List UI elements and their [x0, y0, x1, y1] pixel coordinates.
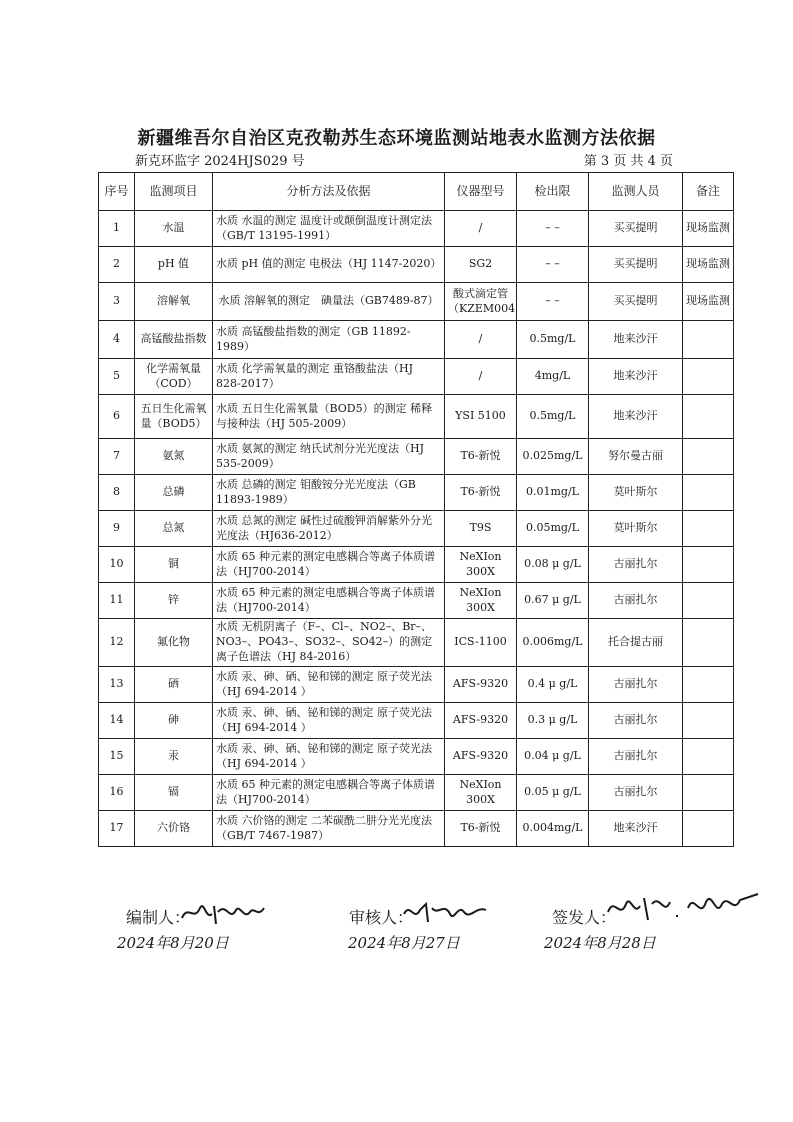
cell-method: 水质 汞、砷、硒、铋和锑的测定 原子荧光法（HJ 694-2014 ）	[213, 667, 445, 703]
cell-method: 水质 65 种元素的测定电感耦合等离子体质谱法（HJ700-2014）	[213, 775, 445, 811]
cell-limit: 0.5mg/L	[517, 321, 589, 359]
cell-no: 9	[99, 511, 135, 547]
cell-no: 8	[99, 475, 135, 511]
cell-limit: 0.08 μ g/L	[517, 547, 589, 583]
cell-no: 1	[99, 211, 135, 247]
cell-no: 10	[99, 547, 135, 583]
cell-no: 5	[99, 359, 135, 395]
cell-note	[683, 547, 734, 583]
cell-item: 总磷	[135, 475, 213, 511]
cell-item: 六价铬	[135, 811, 213, 847]
cell-staff: 托合提古丽	[589, 619, 683, 667]
methods-table	[98, 172, 734, 847]
cell-no: 12	[99, 619, 135, 667]
cell-staff: 古丽扎尔	[589, 667, 683, 703]
table-row	[99, 811, 734, 847]
cell-item: 镉	[135, 775, 213, 811]
cell-staff: 古丽扎尔	[589, 775, 683, 811]
table-row	[99, 359, 734, 395]
cell-note	[683, 775, 734, 811]
col-header-note: 备注	[683, 173, 734, 211]
cell-staff: 莫叶斯尔	[589, 475, 683, 511]
cell-staff: 地来沙汗	[589, 359, 683, 395]
cell-staff: 古丽扎尔	[589, 739, 683, 775]
cell-staff: 地来沙汗	[589, 321, 683, 359]
cell-limit: 0.025mg/L	[517, 439, 589, 475]
table-row	[99, 475, 734, 511]
cell-method: 水质 汞、砷、硒、铋和锑的测定 原子荧光法（HJ 694-2014 ）	[213, 703, 445, 739]
cell-note	[683, 321, 734, 359]
cell-item: 铜	[135, 547, 213, 583]
cell-staff: 买买提明	[589, 247, 683, 283]
cell-note	[683, 439, 734, 475]
cell-method: 水质 总磷的测定 钼酸铵分光光度法（GB 11893-1989）	[213, 475, 445, 511]
cell-limit: 0.01mg/L	[517, 475, 589, 511]
cell-limit: 0.04 μ g/L	[517, 739, 589, 775]
table-row	[99, 667, 734, 703]
table-row	[99, 775, 734, 811]
cell-note	[683, 739, 734, 775]
cell-method: 水质 总氮的测定 碱性过硫酸钾消解紫外分光光度法（HJ636-2012）	[213, 511, 445, 547]
cell-instrument: NeXIon 300X	[445, 547, 517, 583]
table-row	[99, 739, 734, 775]
cell-instrument: ICS-1100	[445, 619, 517, 667]
document-number: 新克环监字 2024HJS029 号	[135, 154, 305, 169]
issuer-label: 签发人：	[552, 908, 617, 927]
cell-method: 水质 65 种元素的测定电感耦合等离子体质谱法（HJ700-2014）	[213, 583, 445, 619]
cell-limit: 0.05 μ g/L	[517, 775, 589, 811]
reviewer-label: 审核人：	[349, 908, 414, 927]
cell-no: 14	[99, 703, 135, 739]
cell-instrument: T6-新悦	[445, 439, 517, 475]
document-title: 新疆维吾尔自治区克孜勒苏生态环境监测站地表水监测方法依据	[137, 128, 656, 149]
col-header-limit: 检出限	[517, 173, 589, 211]
cell-method: 水质 化学需氧量的测定 重铬酸盐法（HJ 828-2017）	[213, 359, 445, 395]
cell-limit: – –	[517, 211, 589, 247]
cell-method: 水质 水温的测定 温度计或颠倒温度计测定法（GB/T 13195-1991）	[213, 211, 445, 247]
reviewer-signature	[400, 896, 490, 930]
table-row	[99, 703, 734, 739]
cell-staff: 买买提明	[589, 211, 683, 247]
cell-instrument: /	[445, 321, 517, 359]
cell-no: 17	[99, 811, 135, 847]
cell-item: pH 值	[135, 247, 213, 283]
cell-no: 11	[99, 583, 135, 619]
cell-method: 水质 六价铬的测定 二苯碳酰二肼分光光度法（GB/T 7467-1987）	[213, 811, 445, 847]
cell-item: 氟化物	[135, 619, 213, 667]
table-row	[99, 439, 734, 475]
cell-item: 高锰酸盐指数	[135, 321, 213, 359]
issuer-signature	[604, 886, 764, 930]
cell-note	[683, 511, 734, 547]
cell-method: 水质 高锰酸盐指数的测定（GB 11892-1989）	[213, 321, 445, 359]
table-row	[99, 321, 734, 359]
col-header-instrument: 仪器型号	[445, 173, 517, 211]
reviewer-date: 2024年8月27日	[348, 934, 460, 952]
cell-note: 现场监测	[683, 211, 734, 247]
cell-note	[683, 811, 734, 847]
cell-note	[683, 703, 734, 739]
cell-limit: 0.004mg/L	[517, 811, 589, 847]
cell-item: 溶解氧	[135, 283, 213, 321]
col-header-method: 分析方法及依据	[213, 173, 445, 211]
cell-limit: 4mg/L	[517, 359, 589, 395]
cell-no: 4	[99, 321, 135, 359]
cell-note	[683, 619, 734, 667]
cell-no: 6	[99, 395, 135, 439]
cell-limit: 0.4 μ g/L	[517, 667, 589, 703]
table-row	[99, 547, 734, 583]
cell-method: 水质 五日生化需氧量（BOD5）的测定 稀释与接种法（HJ 505-2009）	[213, 395, 445, 439]
cell-staff: 努尔曼古丽	[589, 439, 683, 475]
issuer-date: 2024年8月28日	[544, 934, 656, 952]
cell-no: 3	[99, 283, 135, 321]
cell-instrument: /	[445, 211, 517, 247]
cell-no: 2	[99, 247, 135, 283]
col-header-staff: 监测人员	[589, 173, 683, 211]
cell-note: 现场监测	[683, 247, 734, 283]
cell-staff: 古丽扎尔	[589, 583, 683, 619]
cell-method: 水质 pH 值的测定 电极法（HJ 1147-2020）	[213, 247, 445, 283]
table-row	[99, 619, 734, 667]
cell-item: 硒	[135, 667, 213, 703]
cell-instrument: AFS-9320	[445, 667, 517, 703]
cell-no: 16	[99, 775, 135, 811]
page-number: 第 3 页 共 4 页	[583, 154, 673, 169]
cell-no: 7	[99, 439, 135, 475]
cell-method: 水质 汞、砷、硒、铋和锑的测定 原子荧光法（HJ 694-2014 ）	[213, 739, 445, 775]
table-row	[99, 395, 734, 439]
cell-instrument: NeXIon 300X	[445, 775, 517, 811]
cell-limit: 0.05mg/L	[517, 511, 589, 547]
cell-method: 水质 溶解氧的测定 碘量法（GB7489-87）	[213, 283, 445, 321]
cell-staff: 买买提明	[589, 283, 683, 321]
cell-staff: 古丽扎尔	[589, 703, 683, 739]
table-row	[99, 583, 734, 619]
cell-limit: – –	[517, 283, 589, 321]
cell-item: 汞	[135, 739, 213, 775]
cell-instrument: T6-新悦	[445, 475, 517, 511]
cell-instrument: /	[445, 359, 517, 395]
cell-staff: 莫叶斯尔	[589, 511, 683, 547]
col-header-no: 序号	[99, 173, 135, 211]
cell-staff: 地来沙汗	[589, 395, 683, 439]
cell-instrument: NeXIon 300X	[445, 583, 517, 619]
table-row	[99, 511, 734, 547]
table-row	[99, 283, 734, 321]
cell-instrument: T6-新悦	[445, 811, 517, 847]
cell-instrument: AFS-9320	[445, 703, 517, 739]
cell-instrument: T9S	[445, 511, 517, 547]
cell-instrument: 酸式滴定管（KZEM004	[445, 283, 517, 321]
cell-note	[683, 583, 734, 619]
cell-item: 砷	[135, 703, 213, 739]
cell-limit: – –	[517, 247, 589, 283]
cell-no: 15	[99, 739, 135, 775]
cell-item: 五日生化需氧量（BOD5）	[135, 395, 213, 439]
compiler-date: 2024年8月20日	[117, 934, 229, 952]
cell-limit: 0.3 μ g/L	[517, 703, 589, 739]
cell-no: 13	[99, 667, 135, 703]
cell-method: 水质 无机阴离子（F–、Cl–、NO2–、Br–、NO3–、PO43–、SO32–、SO42–）的测定离子色谱法（HJ 84-2016）	[213, 619, 445, 667]
cell-note	[683, 667, 734, 703]
cell-item: 化学需氧量（COD）	[135, 359, 213, 395]
cell-staff: 古丽扎尔	[589, 547, 683, 583]
cell-note	[683, 395, 734, 439]
cell-note	[683, 475, 734, 511]
table-header-row	[99, 173, 734, 211]
cell-item: 锌	[135, 583, 213, 619]
compiler-label: 编制人：	[126, 908, 191, 927]
cell-instrument: YSI 5100	[445, 395, 517, 439]
cell-method: 水质 65 种元素的测定电感耦合等离子体质谱法（HJ700-2014）	[213, 547, 445, 583]
cell-note	[683, 359, 734, 395]
cell-instrument: SG2	[445, 247, 517, 283]
cell-instrument: AFS-9320	[445, 739, 517, 775]
compiler-signature	[178, 896, 268, 930]
cell-method: 水质 氨氮的测定 纳氏试剂分光光度法（HJ 535-2009）	[213, 439, 445, 475]
cell-staff: 地来沙汗	[589, 811, 683, 847]
cell-limit: 0.67 μ g/L	[517, 583, 589, 619]
cell-limit: 0.006mg/L	[517, 619, 589, 667]
cell-item: 总氮	[135, 511, 213, 547]
cell-item: 氨氮	[135, 439, 213, 475]
table-row	[99, 247, 734, 283]
col-header-item: 监测项目	[135, 173, 213, 211]
cell-item: 水温	[135, 211, 213, 247]
cell-note: 现场监测	[683, 283, 734, 321]
table-row	[99, 211, 734, 247]
cell-limit: 0.5mg/L	[517, 395, 589, 439]
